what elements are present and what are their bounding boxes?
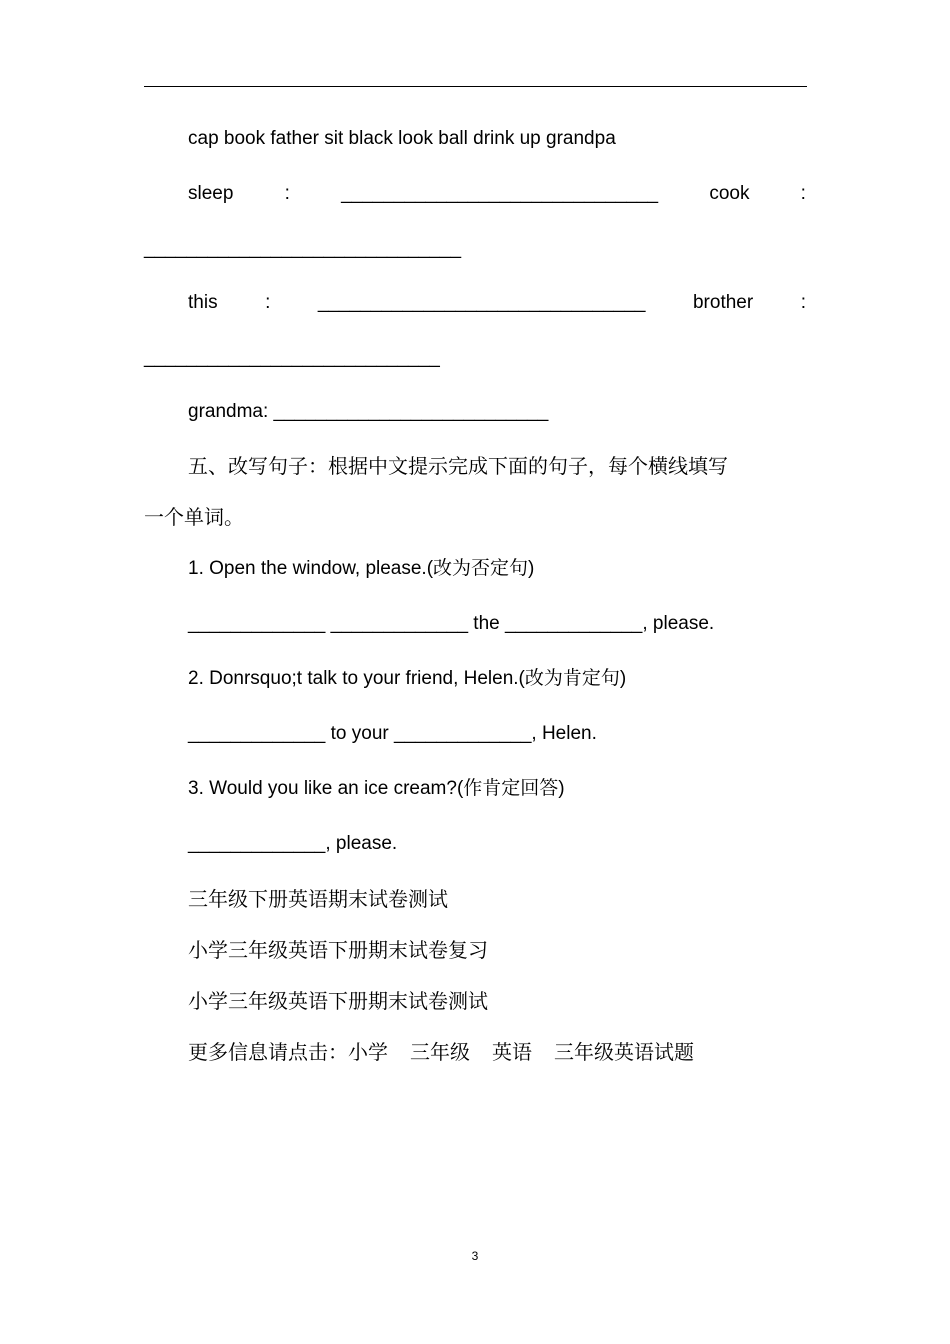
word-this: this bbox=[188, 292, 218, 313]
question-2: 2. Donrsquo;t talk to your friend, Helen.(改为肯定句) bbox=[188, 668, 627, 689]
answer-row-sleep-cook bbox=[188, 182, 806, 206]
answer-blank[interactable]: ______________________________ bbox=[341, 183, 659, 204]
answer-blank-cook[interactable]: ______________________________ bbox=[144, 238, 462, 259]
section-heading-cont: 一个单词。 bbox=[144, 505, 244, 529]
answer-blank[interactable]: _______________________________ bbox=[317, 292, 646, 313]
more-info bbox=[188, 1040, 694, 1064]
colon: : bbox=[800, 183, 806, 204]
colon: : bbox=[800, 292, 806, 313]
related-link-2[interactable]: 小学三年级英语下册期末试卷复习 bbox=[188, 938, 488, 962]
word-list: cap book father sit black look ball drink up grandpa bbox=[188, 128, 616, 149]
question-1: 1. Open the window, please.(改为否定句) bbox=[188, 558, 535, 579]
related-link-1[interactable]: 三年级下册英语期末试卷测试 bbox=[188, 887, 448, 911]
answer-row-this-brother bbox=[188, 291, 806, 315]
colon: : bbox=[284, 183, 290, 204]
related-link-3[interactable]: 小学三年级英语下册期末试卷测试 bbox=[188, 989, 488, 1013]
question-3: 3. Would you like an ice cream?(作肯定回答) bbox=[188, 778, 565, 799]
more-info-label: 更多信息请点击： bbox=[188, 1040, 348, 1064]
section-heading: 五、改写句子：根据中文提示完成下面的句子，每个横线填写 bbox=[188, 454, 728, 478]
tag-link[interactable]: 三年级英语试题 bbox=[554, 1040, 694, 1064]
word-brother: brother bbox=[692, 292, 754, 313]
answer-1[interactable]: _____________ _____________ the _____________, please. bbox=[188, 613, 715, 634]
word-sleep: sleep bbox=[188, 183, 234, 204]
tag-link[interactable]: 英语 bbox=[492, 1040, 532, 1064]
answer-2[interactable]: _____________ to your _____________, Helen. bbox=[188, 723, 597, 744]
answer-row-grandma[interactable]: grandma: __________________________ bbox=[188, 401, 549, 422]
colon: : bbox=[265, 292, 271, 313]
answer-3[interactable]: _____________, please. bbox=[188, 833, 398, 854]
tag-link[interactable]: 三年级 bbox=[410, 1040, 470, 1064]
page-number: 3 bbox=[471, 1249, 479, 1263]
word-cook: cook bbox=[709, 183, 750, 204]
answer-blank-brother[interactable]: ____________________________ bbox=[144, 347, 440, 368]
top-rule bbox=[144, 86, 807, 87]
tag-link[interactable]: 小学 bbox=[348, 1040, 388, 1064]
